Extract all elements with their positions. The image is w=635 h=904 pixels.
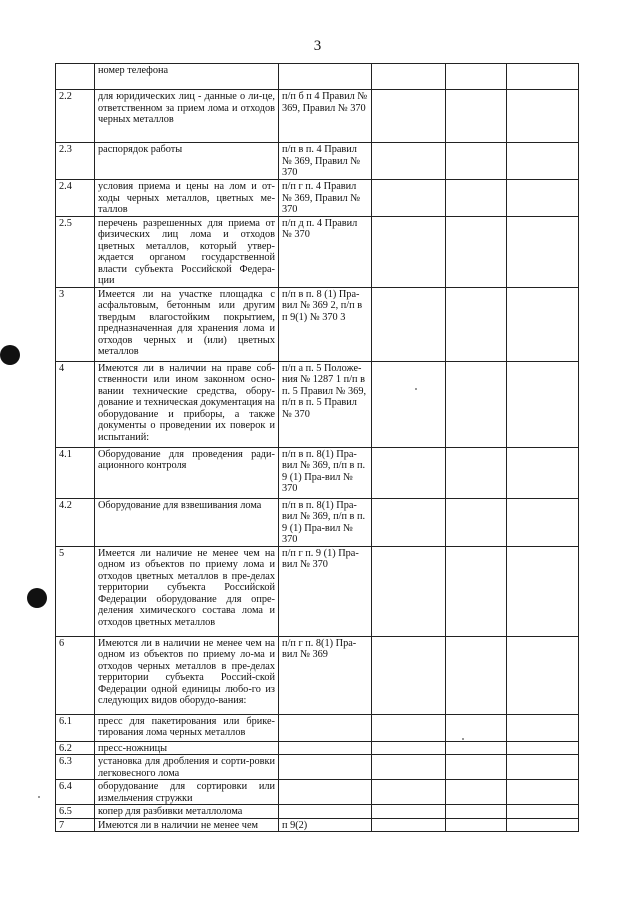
row-reference: п/п г п. 4 Правил № 369, Правил № 370 bbox=[279, 180, 372, 217]
table-row bbox=[56, 714, 579, 741]
row-condition: Оборудование для взвешивания лома bbox=[95, 498, 279, 546]
row-answer-na bbox=[507, 287, 579, 361]
row-answer-yes bbox=[372, 90, 446, 143]
row-condition: распорядок работы bbox=[95, 143, 279, 180]
table-row bbox=[56, 64, 579, 90]
row-number: 4.1 bbox=[56, 447, 95, 498]
table-row bbox=[56, 741, 579, 755]
row-number: 2.3 bbox=[56, 143, 95, 180]
table-row bbox=[56, 498, 579, 546]
scan-speck bbox=[415, 388, 417, 390]
row-number: 4.2 bbox=[56, 498, 95, 546]
row-answer-na bbox=[507, 636, 579, 714]
row-answer-na bbox=[507, 714, 579, 741]
scan-speck bbox=[38, 796, 40, 798]
row-condition: Имеются ли в наличии на праве соб-ственности или ином законном осно-вании технические средства, обору-дование и техническая документация на оборудование и приборы, а также документы о проведении их поверок и испытаний: bbox=[95, 361, 279, 447]
row-answer-yes bbox=[372, 498, 446, 546]
row-condition: перечень разрешенных для приема от физических лиц лома и отходов цветных металлов, который утвер-ждается органом государственной власти субъекта Российской Федера-ции bbox=[95, 216, 279, 287]
row-answer-yes bbox=[372, 818, 446, 832]
table-row bbox=[56, 287, 579, 361]
row-answer-no bbox=[446, 755, 507, 780]
row-answer-yes bbox=[372, 714, 446, 741]
row-condition: оборудование для сортировки или измельчения стружки bbox=[95, 780, 279, 805]
row-reference: п/п б п 4 Правил № 369, Правил № 370 bbox=[279, 90, 372, 143]
row-condition: пресс-ножницы bbox=[95, 741, 279, 755]
row-answer-no bbox=[446, 143, 507, 180]
row-number: 5 bbox=[56, 546, 95, 636]
row-reference bbox=[279, 805, 372, 819]
row-answer-no bbox=[446, 447, 507, 498]
row-answer-yes bbox=[372, 636, 446, 714]
row-number: 6.2 bbox=[56, 741, 95, 755]
table-row bbox=[56, 180, 579, 217]
row-condition: пресс для пакетирования или брике-тирования лома черных металлов bbox=[95, 714, 279, 741]
row-answer-no bbox=[446, 361, 507, 447]
row-number: 4 bbox=[56, 361, 95, 447]
row-number bbox=[56, 64, 95, 90]
row-number: 6.1 bbox=[56, 714, 95, 741]
row-reference: п 9(2) bbox=[279, 818, 372, 832]
row-answer-no bbox=[446, 287, 507, 361]
row-answer-yes bbox=[372, 447, 446, 498]
table-row bbox=[56, 546, 579, 636]
row-answer-na bbox=[507, 361, 579, 447]
checklist-table bbox=[55, 63, 579, 832]
row-answer-no bbox=[446, 818, 507, 832]
row-condition: номер телефона bbox=[95, 64, 279, 90]
table-row bbox=[56, 818, 579, 832]
row-reference bbox=[279, 714, 372, 741]
table-row bbox=[56, 90, 579, 143]
row-answer-yes bbox=[372, 780, 446, 805]
row-answer-yes bbox=[372, 805, 446, 819]
row-condition: копер для разбивки металлолома bbox=[95, 805, 279, 819]
row-answer-no bbox=[446, 714, 507, 741]
row-answer-na bbox=[507, 90, 579, 143]
row-answer-yes bbox=[372, 741, 446, 755]
row-number: 2.4 bbox=[56, 180, 95, 217]
row-answer-no bbox=[446, 546, 507, 636]
row-reference: п/п в п. 8(1) Пра-вил № 369, п/п в п. 9 (1) Пра-вил № 370 bbox=[279, 498, 372, 546]
row-reference: п/п г п. 8(1) Пра-вил № 369 bbox=[279, 636, 372, 714]
row-answer-na bbox=[507, 780, 579, 805]
row-answer-na bbox=[507, 818, 579, 832]
row-answer-na bbox=[507, 64, 579, 90]
table-row bbox=[56, 361, 579, 447]
row-answer-yes bbox=[372, 143, 446, 180]
table-row bbox=[56, 636, 579, 714]
row-answer-yes bbox=[372, 64, 446, 90]
row-reference: п/п а п. 5 Положе-ния № 1287 1 п/п в п. 5 Правил № 369, п/п в п. 5 Правил № 370 bbox=[279, 361, 372, 447]
row-number: 6.5 bbox=[56, 805, 95, 819]
row-reference: п/п в п. 8 (1) Пра-вил № 369 2, п/п в п 9(1) № 370 3 bbox=[279, 287, 372, 361]
table-row bbox=[56, 216, 579, 287]
table-row bbox=[56, 780, 579, 805]
scan-speck bbox=[462, 738, 464, 740]
row-answer-yes bbox=[372, 216, 446, 287]
table-row bbox=[56, 755, 579, 780]
row-condition: Имеется ли на участке площадка с асфальтовым, бетонным или другим твердым влагостойким покрытием, предназначенная для хранения лома и отходов черных и (или) цветных металлов bbox=[95, 287, 279, 361]
row-answer-na bbox=[507, 755, 579, 780]
row-number: 2.5 bbox=[56, 216, 95, 287]
row-reference: п/п в п. 8(1) Пра-вил № 369, п/п в п. 9 (1) Пра-вил № 370 bbox=[279, 447, 372, 498]
row-reference bbox=[279, 741, 372, 755]
row-number: 6.3 bbox=[56, 755, 95, 780]
row-condition: условия приема и цены на лом и от-ходы черных металлов, цветных ме-таллов bbox=[95, 180, 279, 217]
row-answer-no bbox=[446, 498, 507, 546]
row-reference: п/п г п. 9 (1) Пра-вил № 370 bbox=[279, 546, 372, 636]
row-answer-no bbox=[446, 741, 507, 755]
table-row bbox=[56, 805, 579, 819]
row-reference bbox=[279, 755, 372, 780]
table-row bbox=[56, 143, 579, 180]
row-reference bbox=[279, 64, 372, 90]
row-number: 6.4 bbox=[56, 780, 95, 805]
row-answer-na bbox=[507, 498, 579, 546]
row-condition: установка для дробления и сорти-ровки легковесного лома bbox=[95, 755, 279, 780]
binder-hole-top bbox=[0, 345, 20, 365]
row-answer-na bbox=[507, 805, 579, 819]
row-condition: Имеются ли в наличии не менее чем bbox=[95, 818, 279, 832]
row-answer-na bbox=[507, 447, 579, 498]
row-condition: Имеются ли в наличии не менее чем на одном из объектов по приему ло-ма и отходов черных металлов в пре-делах территории субъекта Россий-ской Федерации одной единицы любо-го из следующих видов оборудо-вания: bbox=[95, 636, 279, 714]
row-condition: Имеется ли наличие не менее чем на одном из объектов по приему лома и отходов цветных металлов в пре-делах территории субъекта Российской Федерации оборудование для опре-деления химического состава лома и отходов цветных металлов bbox=[95, 546, 279, 636]
row-answer-no bbox=[446, 180, 507, 217]
row-condition: Оборудование для проведения ради-ационного контроля bbox=[95, 447, 279, 498]
row-number: 7 bbox=[56, 818, 95, 832]
row-answer-no bbox=[446, 805, 507, 819]
row-answer-na bbox=[507, 180, 579, 217]
row-reference bbox=[279, 780, 372, 805]
row-answer-yes bbox=[372, 755, 446, 780]
binder-hole-bottom bbox=[27, 588, 47, 608]
table-row bbox=[56, 447, 579, 498]
row-number: 3 bbox=[56, 287, 95, 361]
row-condition: для юридических лиц - данные о ли-це, ответственном за прием лома и отходов черных металлов bbox=[95, 90, 279, 143]
row-answer-yes bbox=[372, 361, 446, 447]
row-answer-na bbox=[507, 216, 579, 287]
row-reference: п/п в п. 4 Правил № 369, Правил № 370 bbox=[279, 143, 372, 180]
row-answer-yes bbox=[372, 287, 446, 361]
row-answer-na bbox=[507, 143, 579, 180]
row-answer-no bbox=[446, 90, 507, 143]
row-answer-no bbox=[446, 64, 507, 90]
page-number: 3 bbox=[313, 38, 322, 54]
row-number: 2.2 bbox=[56, 90, 95, 143]
row-answer-na bbox=[507, 741, 579, 755]
row-reference: п/п д п. 4 Правил № 370 bbox=[279, 216, 372, 287]
row-answer-yes bbox=[372, 180, 446, 217]
row-number: 6 bbox=[56, 636, 95, 714]
row-answer-no bbox=[446, 780, 507, 805]
row-answer-no bbox=[446, 216, 507, 287]
row-answer-no bbox=[446, 636, 507, 714]
row-answer-na bbox=[507, 546, 579, 636]
row-answer-yes bbox=[372, 546, 446, 636]
